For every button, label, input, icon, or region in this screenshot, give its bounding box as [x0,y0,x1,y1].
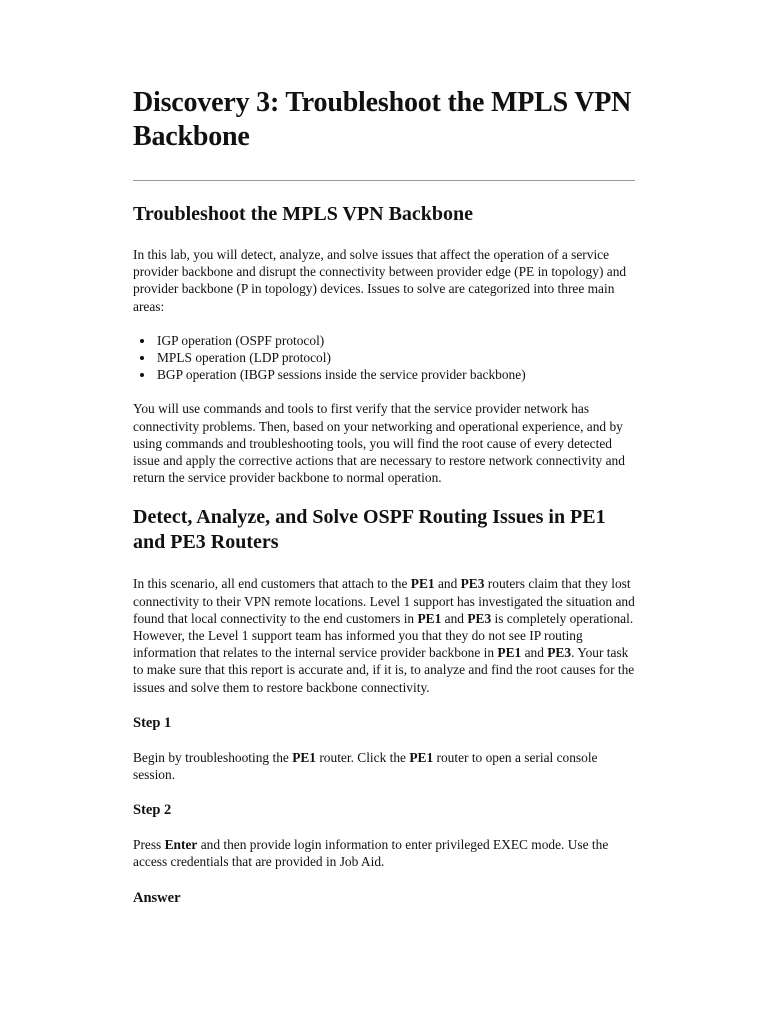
router-name: PE1 [417,610,442,626]
document-page [133,86,635,907]
step-2-heading: Step 2 [133,802,172,819]
router-name: PE3 [467,610,492,626]
step-2-text: Press Enter and then provide login information to enter privileged EXEC mode. Use the access credentials that are provided in Job Aid. [133,837,609,870]
router-name: PE3 [460,576,485,592]
router-name: PE3 [547,645,572,661]
list-item: • BGP operation (IBGP sessions inside the service provider backbone) [155,366,635,383]
section-heading-ospf: Detect, Analyze, and Solve OSPF Routing Issues in PE1 and PE3 Routers [133,506,606,554]
intro-paragraph: In this lab, you will detect, analyze, and solve issues that affect the operation of a service provider backbone and disrupt the connectivity between provider edge (PE in topology) and provider backbone (P in topology) devices. Issues to solve are categorized into three main areas: [133,247,627,314]
router-name: PE1 [497,645,522,661]
scenario-paragraph: In this scenario, all end customers that attach to the PE1 and PE3 routers claim that they lost connectivity to their VPN remote locations. Level 1 support has investigated the situation and found that local connectivity to the end customers in PE1 and PE3 is completely operational. However, the Level 1 support team has informed you that they do not see IP routing information that relates to the internal service provider backbone in PE1 and PE3. Your task to make sure that this report is accurate and, if it is, to analyze and find the root causes for the issues and solve them to restore backbone connectivity. [133,576,635,695]
page-title: Discovery 3: Troubleshoot the MPLS VPN Backbone [133,87,632,152]
approach-paragraph: You will use commands and tools to first verify that the service provider network has connectivity problems. Then, based on your networking and operational experience, and by using commands and troubleshooting tools, you will find the root cause of every detected issue and apply the corrective actions that are necessary to restore network connectivity and return the service provider backbone to normal operation. [133,401,625,486]
router-name: PE1 [292,749,316,765]
list-item: • MPLS operation (LDP protocol) [155,349,635,366]
router-name: PE1 [410,576,435,592]
router-name: PE1 [409,749,434,765]
title-divider [133,180,635,181]
section-heading-troubleshoot: Troubleshoot the MPLS VPN Backbone [133,203,474,225]
issue-areas-list [133,332,635,384]
list-item: • IGP operation (OSPF protocol) [155,332,635,349]
step-1-text: Begin by troubleshooting the PE1 router. Click the PE1 router to open a serial console session. [133,749,598,783]
key-name: Enter [164,837,198,853]
answer-heading: Answer [133,889,181,906]
step-1-heading: Step 1 [133,714,172,731]
